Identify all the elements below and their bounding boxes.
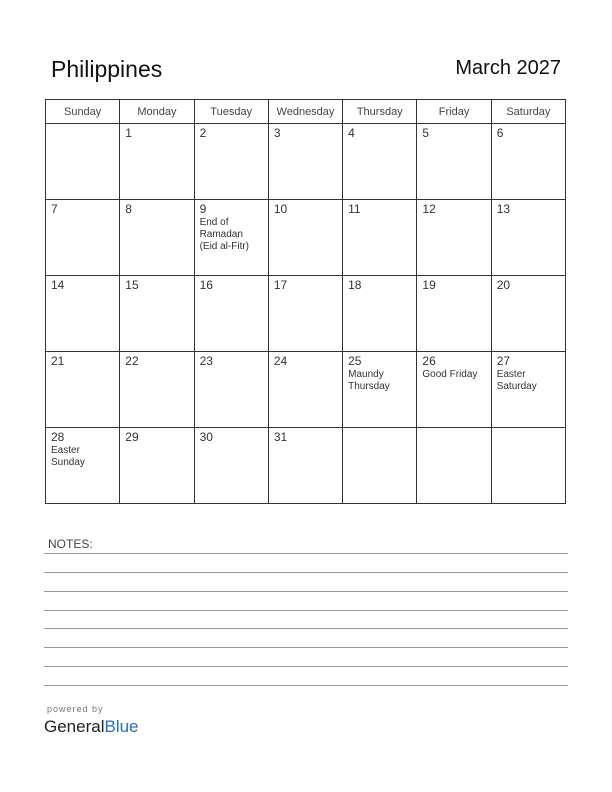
day-number: 3 [273,126,281,140]
day-number: 13 [496,202,511,216]
calendar-grid [45,99,566,504]
day-cell [343,276,417,352]
day-number: 27 [496,354,511,368]
weekday-friday: Friday [417,100,491,124]
weekday-wednesday: Wednesday [268,100,342,124]
weekday-header-row [46,100,566,124]
day-number: 4 [348,126,355,140]
month-title: March 2027 [455,57,561,79]
day-cell [343,352,417,428]
day-cell [417,428,491,504]
day-cell [491,428,565,504]
day-number: 10 [273,202,288,216]
day-number: 1 [125,126,132,140]
day-cell [120,352,194,428]
day-cell [343,124,417,200]
day-cell [268,200,342,276]
holiday-label: Easter Saturday [496,369,537,392]
day-number: 24 [273,354,288,368]
day-cell [194,276,268,352]
day-number: 29 [125,430,139,444]
day-number: 17 [273,278,288,292]
country-title: Philippines [51,56,163,82]
day-cell [120,428,194,504]
day-cell [268,124,342,200]
day-cell [194,124,268,200]
weekday-tuesday: Tuesday [194,100,268,124]
note-line [44,572,568,573]
brand-general: General [44,717,105,736]
day-cell [268,276,342,352]
week-row [46,276,566,352]
day-number: 26 [422,354,436,368]
day-number: 30 [199,430,213,444]
day-number: 2 [199,126,207,140]
day-cell [46,124,120,200]
day-number: 15 [125,278,139,292]
day-number: 14 [51,278,65,292]
day-number: 25 [348,354,362,368]
day-cell [194,428,268,504]
note-line [44,666,568,667]
day-cell [120,124,194,200]
note-line [44,553,568,554]
generalblue-logo [44,717,139,737]
day-number: 20 [496,278,511,292]
day-number: 21 [51,354,65,368]
day-cell [194,352,268,428]
day-number: 7 [51,202,58,216]
week-row [46,124,566,200]
day-number: 19 [422,278,436,292]
day-cell [343,428,417,504]
day-number: 12 [422,202,436,216]
week-row [46,428,566,504]
day-cell [491,124,565,200]
day-cell [194,200,268,276]
weekday-thursday: Thursday [343,100,417,124]
weekday-saturday: Saturday [491,100,565,124]
brand-blue: Blue [104,717,139,736]
day-number: 22 [125,354,139,368]
note-line [44,647,568,648]
day-cell [46,276,120,352]
day-number: 11 [348,202,361,216]
powered-by-text: powered by [47,704,104,714]
weekday-sunday: Sunday [46,100,120,124]
note-line [44,628,568,629]
day-cell [491,276,565,352]
day-number: 6 [496,126,504,140]
day-cell [268,352,342,428]
note-line [44,685,568,686]
day-number: 28 [51,430,65,444]
week-row [46,200,566,276]
weekday-monday: Monday [120,100,194,124]
day-number: 9 [199,202,207,216]
day-cell [491,352,565,428]
week-row [46,352,566,428]
day-cell [46,200,120,276]
notes-label: NOTES: [48,537,93,551]
day-cell [417,124,491,200]
day-cell [417,200,491,276]
day-number: 23 [199,354,213,368]
day-number: 16 [199,278,213,292]
holiday-label: Easter Sunday [51,445,85,468]
day-cell [417,276,491,352]
day-cell [46,352,120,428]
holiday-label: Good Friday [422,369,478,380]
day-number: 31 [273,430,288,444]
day-cell [343,200,417,276]
note-line [44,591,568,592]
day-number: 18 [348,278,362,292]
day-cell [491,200,565,276]
holiday-label: Maundy Thursday [348,369,390,392]
day-number: 8 [125,202,132,216]
day-cell [417,352,491,428]
day-cell [46,428,120,504]
day-cell [120,200,194,276]
day-cell [120,276,194,352]
note-line [44,610,568,611]
holiday-label: End of Ramadan (Eid al-Fitr) [199,217,250,252]
day-cell [268,428,342,504]
day-number: 5 [422,126,430,140]
